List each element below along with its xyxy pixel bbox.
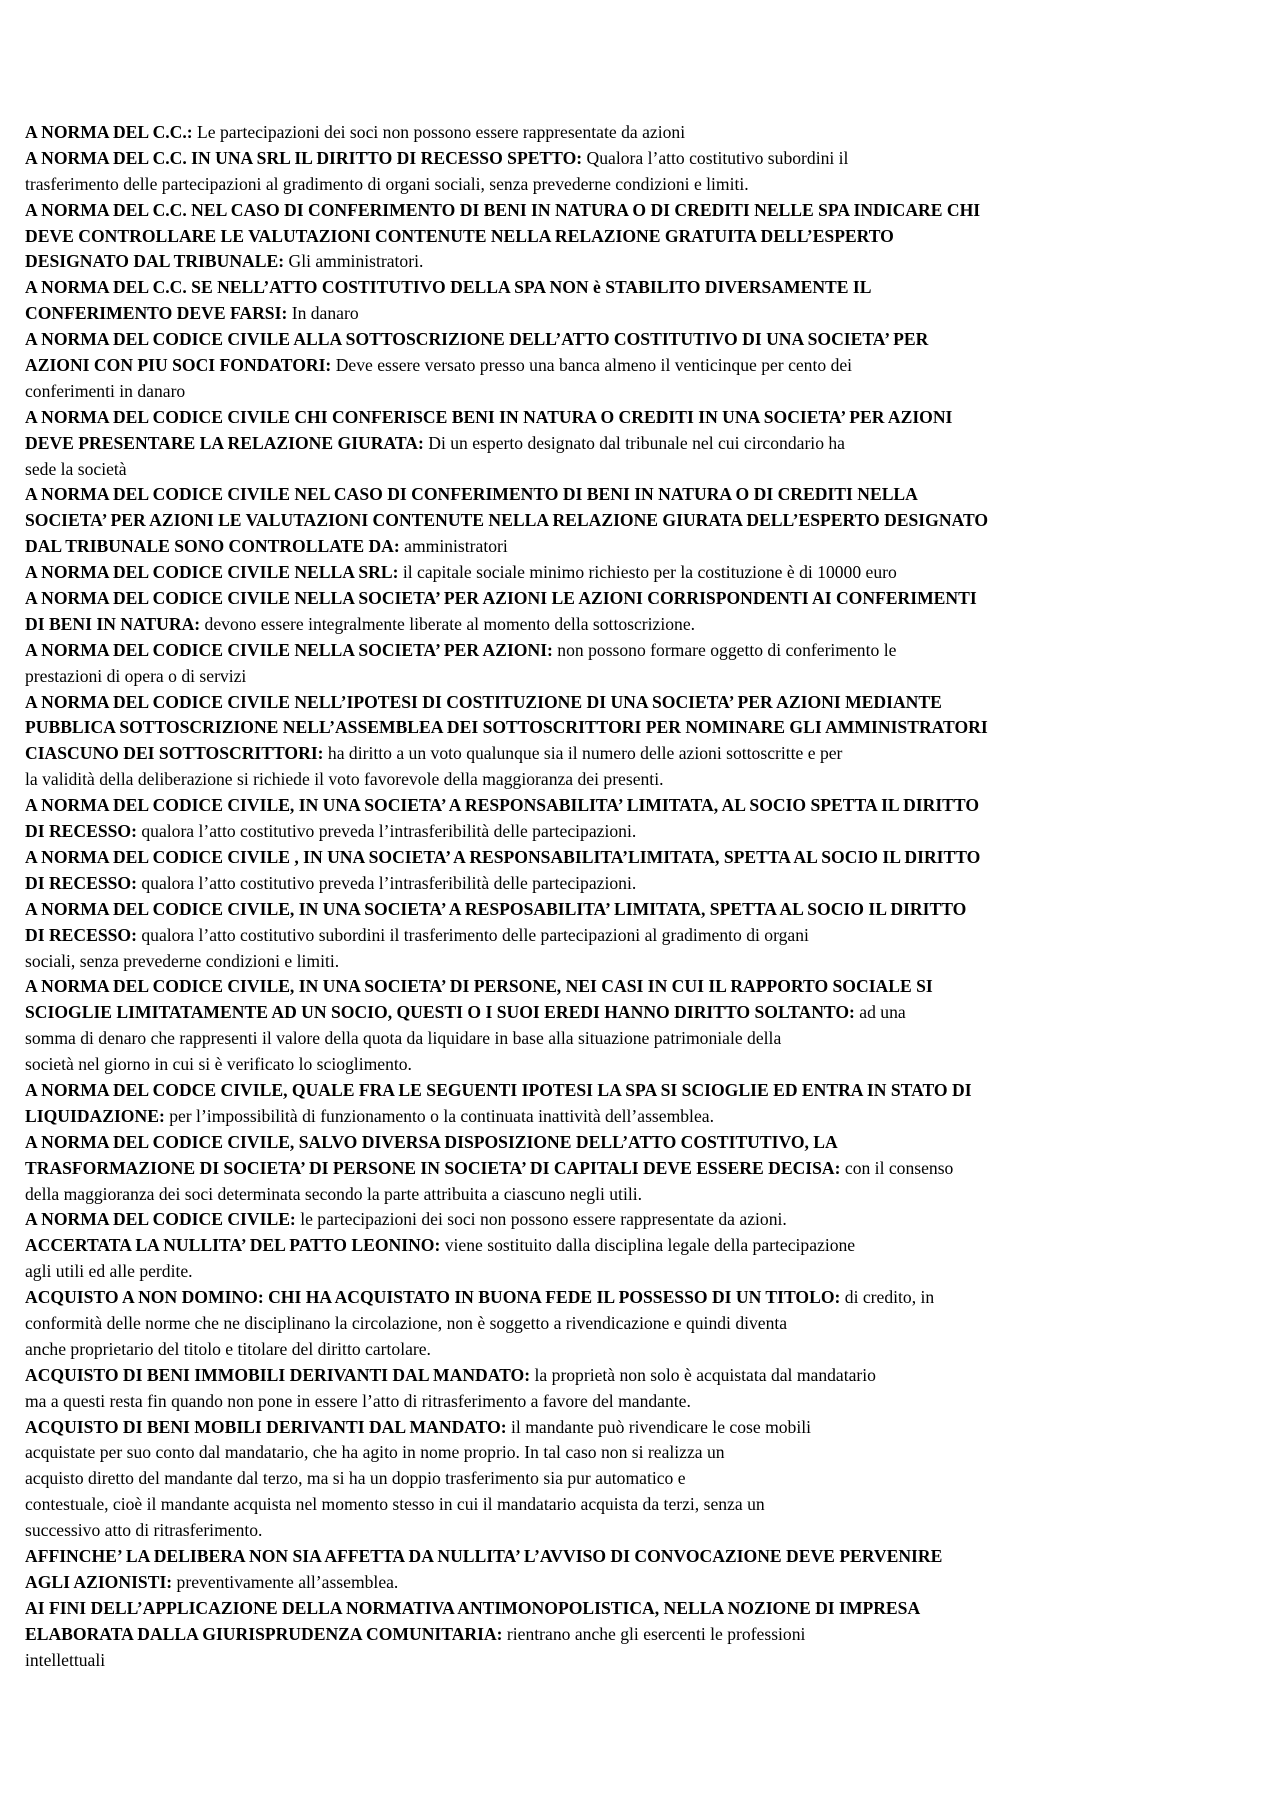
question-heading: A NORMA DEL CODICE CIVILE CHI CONFERISCE BENI IN NATURA O CREDITI IN UNA SOCIETA’ PER AZIONI <box>25 406 953 427</box>
text-line <box>25 172 1265 198</box>
answer-text: il capitale sociale minimo richiesto per la costituzione è di 10000 euro <box>398 562 897 583</box>
text-line <box>25 897 1265 923</box>
text-line <box>25 224 1265 250</box>
question-heading: AI FINI DELL’APPLICAZIONE DELLA NORMATIVA ANTIMONOPOLISTICA, NELLA NOZIONE DI IMPRESA <box>25 1597 921 1618</box>
answer-text: rientrano anche gli esercenti le professioni <box>502 1623 806 1644</box>
text-line <box>25 457 1265 483</box>
answer-text: prestazioni di opera o di servizi <box>25 665 247 686</box>
question-heading: DESIGNATO DAL TRIBUNALE: <box>25 251 285 272</box>
answer-text: qualora l’atto costitutivo subordini il trasferimento delle partecipazioni al gradimento di organi <box>136 924 809 945</box>
text-line <box>25 1233 1265 1259</box>
answer-text: Qualora l’atto costitutivo subordini il <box>582 147 849 168</box>
text-line <box>25 560 1265 586</box>
text-line <box>25 1078 1265 1104</box>
question-heading: A NORMA DEL CODICE CIVILE NEL CASO DI CONFERIMENTO DI BENI IN NATURA O DI CREDITI NELLA <box>25 484 918 505</box>
question-heading: DI RECESSO: <box>25 821 137 842</box>
question-heading: LIQUIDAZIONE: <box>25 1105 165 1126</box>
question-heading: A NORMA DEL C.C. SE NELL’ATTO COSTITUTIVO DELLA SPA NON è STABILITO DIVERSAMENTE IL <box>25 277 872 298</box>
text-line <box>25 1104 1265 1130</box>
text-line <box>25 1285 1265 1311</box>
text-line <box>25 1466 1265 1492</box>
text-line <box>25 327 1265 353</box>
answer-text: devono essere integralmente liberate al momento della sottoscrizione. <box>200 613 696 634</box>
question-heading: DEVE PRESENTARE LA RELAZIONE GIURATA: <box>25 432 424 453</box>
text-line <box>25 1544 1265 1570</box>
answer-text: somma di denaro che rappresenti il valore della quota da liquidare in base alla situazione patrimoniale della <box>25 1028 782 1049</box>
question-heading: A NORMA DEL C.C. NEL CASO DI CONFERIMENTO DI BENI IN NATURA O DI CREDITI NELLE SPA INDICARE CHI <box>25 199 981 220</box>
text-line <box>25 275 1265 301</box>
text-line <box>25 767 1265 793</box>
answer-text: sede la società <box>25 458 127 479</box>
question-heading: ACCERTATA LA NULLITA’ DEL PATTO LEONINO: <box>25 1235 441 1256</box>
text-line <box>25 1130 1265 1156</box>
text-line <box>25 198 1265 224</box>
answer-text: Le partecipazioni dei soci non possono essere rappresentate da azioni <box>192 122 686 142</box>
answer-text: ma a questi resta fin quando non pone in essere l’atto di ritrasferimento a favore del mandante. <box>25 1390 691 1411</box>
text-line <box>25 949 1265 975</box>
answer-text: conformità delle norme che ne disciplinano la circolazione, non è soggetto a rivendicazione e quindi diventa <box>25 1312 788 1333</box>
text-line <box>25 379 1265 405</box>
question-heading: SOCIETA’ PER AZIONI LE VALUTAZIONI CONTENUTE NELLA RELAZIONE GIURATA DELL’ESPERTO DESIGNATO <box>25 510 989 531</box>
answer-text: ha diritto a un voto qualunque sia il numero delle azioni sottoscritte e per <box>323 743 843 764</box>
text-line <box>25 1492 1265 1518</box>
question-heading: ACQUISTO DI BENI MOBILI DERIVANTI DAL MANDATO: <box>25 1416 507 1437</box>
text-line <box>25 1415 1265 1441</box>
text-line <box>25 1311 1265 1337</box>
answer-text: il mandante può rivendicare le cose mobili <box>506 1416 812 1437</box>
question-heading: A NORMA DEL C.C.: <box>25 122 193 142</box>
text-line <box>25 534 1265 560</box>
question-heading: A NORMA DEL CODICE CIVILE, IN UNA SOCIETA’ A RESPOSABILITA’ LIMITATA, SPETTA AL SOCIO IL DIRITTO <box>25 898 967 919</box>
text-line <box>25 1000 1265 1026</box>
text-line <box>25 1337 1265 1363</box>
question-heading: ELABORATA DALLA GIURISPRUDENZA COMUNITARIA: <box>25 1623 503 1644</box>
answer-text: successivo atto di ritrasferimento. <box>25 1520 263 1541</box>
text-line <box>25 1026 1265 1052</box>
answer-text: Gli amministratori. <box>284 251 424 272</box>
answer-text: non possono formare oggetto di conferimento le <box>552 639 897 660</box>
question-heading: AGLI AZIONISTI: <box>25 1571 173 1592</box>
text-line <box>25 249 1265 275</box>
text-line <box>25 1518 1265 1544</box>
question-heading: AFFINCHE’ LA DELIBERA NON SIA AFFETTA DA NULLITA’ L’AVVISO DI CONVOCAZIONE DEVE PERVENIRE <box>25 1545 943 1566</box>
text-line <box>25 1182 1265 1208</box>
question-heading: DI BENI IN NATURA: <box>25 613 201 634</box>
answer-text: acquisto diretto del mandante dal terzo, ma si ha un doppio trasferimento sia pur automatico e <box>25 1468 686 1489</box>
text-line <box>25 1389 1265 1415</box>
question-heading: A NORMA DEL CODICE CIVILE NELL’IPOTESI DI COSTITUZIONE DI UNA SOCIETA’ PER AZIONI MEDIANTE <box>25 691 942 712</box>
answer-text: agli utili ed alle perdite. <box>25 1261 193 1282</box>
question-heading: ACQUISTO DI BENI IMMOBILI DERIVANTI DAL MANDATO: <box>25 1364 531 1385</box>
text-line <box>25 664 1265 690</box>
question-heading: CONFERIMENTO DEVE FARSI: <box>25 303 288 324</box>
text-line <box>25 690 1265 716</box>
question-heading: DEVE CONTROLLARE LE VALUTAZIONI CONTENUTE NELLA RELAZIONE GRATUITA DELL’ESPERTO <box>25 225 894 246</box>
question-heading: A NORMA DEL C.C. IN UNA SRL IL DIRITTO DI RECESSO SPETTO: <box>25 147 583 168</box>
answer-text: preventivamente all’assemblea. <box>172 1571 399 1592</box>
question-heading: A NORMA DEL CODCE CIVILE, QUALE FRA LE SEGUENTI IPOTESI LA SPA SI SCIOGLIE ED ENTRA IN STATO DI <box>25 1079 972 1100</box>
question-heading: A NORMA DEL CODICE CIVILE: <box>25 1209 296 1230</box>
text-line <box>25 405 1265 431</box>
text-line <box>25 1440 1265 1466</box>
question-heading: A NORMA DEL CODICE CIVILE, IN UNA SOCIETA’ DI PERSONE, NEI CASI IN CUI IL RAPPORTO SOCIALE SI <box>25 976 933 997</box>
answer-text: qualora l’atto costitutivo preveda l’intrasferibilità delle partecipazioni. <box>136 821 637 842</box>
answer-text: amministratori <box>399 536 508 557</box>
text-line <box>25 508 1265 534</box>
text-line <box>25 974 1265 1000</box>
text-line <box>25 1207 1265 1233</box>
question-heading: SCIOGLIE LIMITATAMENTE AD UN SOCIO, QUESTI O I SUOI EREDI HANNO DIRITTO SOLTANTO: <box>25 1002 855 1023</box>
text-line <box>25 1259 1265 1285</box>
answer-text: contestuale, cioè il mandante acquista nel momento stesso in cui il mandatario acquista da terzi, senza un <box>25 1494 765 1515</box>
text-line <box>25 871 1265 897</box>
text-line <box>25 793 1265 819</box>
text-line <box>25 741 1265 767</box>
answer-text: viene sostituito dalla disciplina legale della partecipazione <box>440 1235 856 1256</box>
text-line <box>25 612 1265 638</box>
text-line <box>25 301 1265 327</box>
text-line <box>25 482 1265 508</box>
answer-text: di credito, in <box>840 1287 935 1308</box>
answer-text: trasferimento delle partecipazioni al gradimento di organi sociali, senza prevederne condizioni e limiti. <box>25 173 749 194</box>
answer-text: sociali, senza prevederne condizioni e limiti. <box>25 950 340 971</box>
question-heading: A NORMA DEL CODICE CIVILE , IN UNA SOCIETA’ A RESPONSABILITA’LIMITATA, SPETTA AL SOCIO IL DIRITTO <box>25 846 981 867</box>
document-page <box>25 120 1265 1673</box>
text-line <box>25 431 1265 457</box>
text-line <box>25 586 1265 612</box>
text-line <box>25 146 1265 172</box>
text-line <box>25 1596 1265 1622</box>
answer-text: intellettuali <box>25 1649 106 1670</box>
text-line <box>25 1156 1265 1182</box>
text-line <box>25 715 1265 741</box>
text-line <box>25 638 1265 664</box>
answer-text: la validità della deliberazione si richiede il voto favorevole della maggioranza dei presenti. <box>25 769 664 790</box>
answer-text: qualora l’atto costitutivo preveda l’intrasferibilità delle partecipazioni. <box>136 872 637 893</box>
question-heading: A NORMA DEL CODICE CIVILE ALLA SOTTOSCRIZIONE DELL’ATTO COSTITUTIVO DI UNA SOCIETA’ PER <box>25 329 929 350</box>
question-heading: A NORMA DEL CODICE CIVILE NELLA SRL: <box>25 562 399 583</box>
answer-text: Deve essere versato presso una banca almeno il venticinque per cento dei <box>331 355 853 376</box>
text-line <box>25 1052 1265 1078</box>
question-heading: ACQUISTO A NON DOMINO: CHI HA ACQUISTATO IN BUONA FEDE IL POSSESSO DI UN TITOLO: <box>25 1287 841 1308</box>
question-heading: A NORMA DEL CODICE CIVILE, SALVO DIVERSA DISPOSIZIONE DELL’ATTO COSTITUTIVO, LA <box>25 1131 838 1152</box>
question-heading: A NORMA DEL CODICE CIVILE, IN UNA SOCIETA’ A RESPONSABILITA’ LIMITATA, AL SOCIO SPETTA IL DIRITTO <box>25 795 980 816</box>
text-line <box>25 1363 1265 1389</box>
answer-text: ad una <box>854 1002 906 1023</box>
question-heading: A NORMA DEL CODICE CIVILE NELLA SOCIETA’ PER AZIONI: <box>25 639 553 660</box>
question-heading: PUBBLICA SOTTOSCRIZIONE NELL’ASSEMBLEA DEI SOTTOSCRITTORI PER NOMINARE GLI AMMINISTRATORI <box>25 717 988 738</box>
answer-text: conferimenti in danaro <box>25 380 186 401</box>
question-heading: CIASCUNO DEI SOTTOSCRITTORI: <box>25 743 324 764</box>
question-heading: TRASFORMAZIONE DI SOCIETA’ DI PERSONE IN SOCIETA’ DI CAPITALI DEVE ESSERE DECISA: <box>25 1157 841 1178</box>
text-line <box>25 845 1265 871</box>
answer-text: Di un esperto designato dal tribunale nel cui circondario ha <box>423 432 845 453</box>
question-heading: A NORMA DEL CODICE CIVILE NELLA SOCIETA’ PER AZIONI LE AZIONI CORRISPONDENTI AI CONFERIMENTI <box>25 588 977 609</box>
answer-text: la proprietà non solo è acquistata dal mandatario <box>530 1364 876 1385</box>
question-heading: DI RECESSO: <box>25 872 137 893</box>
question-heading: DI RECESSO: <box>25 924 137 945</box>
text-line <box>25 120 1265 146</box>
question-heading: AZIONI CON PIU SOCI FONDATORI: <box>25 355 332 376</box>
text-line <box>25 353 1265 379</box>
answer-text: le partecipazioni dei soci non possono essere rappresentate da azioni. <box>295 1209 787 1230</box>
answer-text: In danaro <box>287 303 359 324</box>
answer-text: della maggioranza dei soci determinata secondo la parte attribuita a ciascuno negli utili. <box>25 1183 643 1204</box>
answer-text: società nel giorno in cui si è verificato lo scioglimento. <box>25 1054 412 1075</box>
answer-text: anche proprietario del titolo e titolare del diritto cartolare. <box>25 1338 431 1359</box>
question-heading: DAL TRIBUNALE SONO CONTROLLATE DA: <box>25 536 400 557</box>
text-line <box>25 1648 1265 1674</box>
text-line <box>25 1570 1265 1596</box>
text-line <box>25 819 1265 845</box>
answer-text: con il consenso <box>840 1157 954 1178</box>
text-line <box>25 1622 1265 1648</box>
answer-text: acquistate per suo conto dal mandatario, che ha agito in nome proprio. In tal caso non si realizza un <box>25 1442 725 1463</box>
answer-text: per l’impossibilità di funzionamento o la continuata inattività dell’assemblea. <box>164 1105 714 1126</box>
text-line <box>25 923 1265 949</box>
